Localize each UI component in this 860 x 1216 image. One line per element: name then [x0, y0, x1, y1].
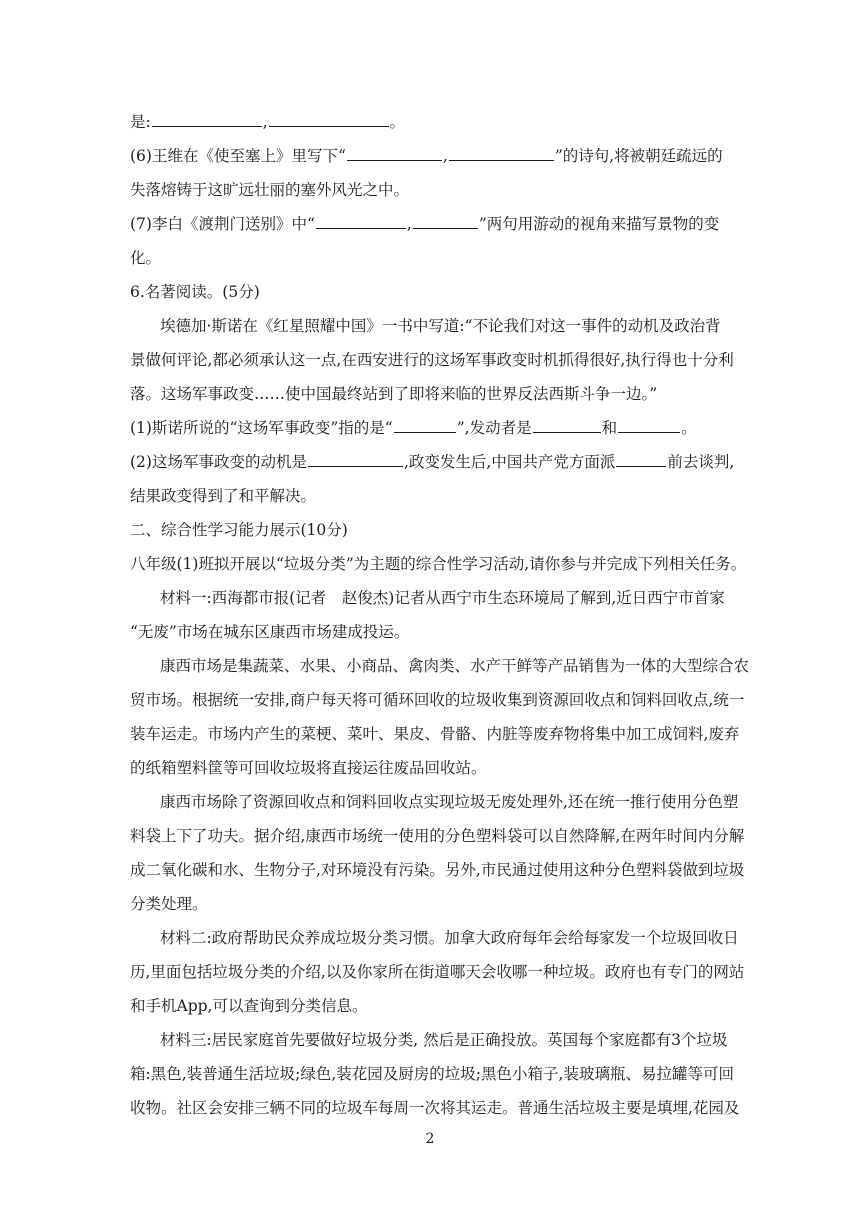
- text: ,: [262, 113, 268, 131]
- answer-blank[interactable]: [316, 214, 406, 229]
- text-line: 的纸箱塑料筐等可回收垃圾将直接运往废品回收站。: [130, 759, 487, 777]
- text-line: 失落熔铸于这旷远壮丽的塞外风光之中。: [130, 181, 410, 199]
- text-line: 成二氧化碳和水、生物分子,对环境没有污染。另外,市民通过使用这种分色塑料袋做到垃圾: [130, 861, 745, 879]
- text-line: 装车运走。市场内产生的菜梗、菜叶、果皮、骨骼、内脏等废弃物将集中加工成饲料,废弃: [130, 725, 740, 743]
- text-line: 料袋上下了功夫。据介绍,康西市场统一使用的分色塑料袋可以自然降解,在两年时间内分解: [130, 827, 745, 845]
- answer-blank[interactable]: [394, 418, 456, 433]
- answer-blank[interactable]: [347, 146, 442, 161]
- text: ”两句用游动的视角来描写景物的变: [478, 215, 720, 233]
- text-line: 落。这场军事政变……使中国最终站到了即将来临的世界反法西斯斗争一边。”: [130, 385, 658, 403]
- text: 。: [681, 419, 697, 437]
- text-line: 八年级(1)班拟开展以“垃圾分类”为主题的综合性学习活动,请你参与并完成下列相关任务。: [130, 555, 747, 573]
- text: 前去谈判,: [667, 453, 735, 471]
- text: ,: [442, 147, 448, 165]
- text-line: 收物。社区会安排三辆不同的垃圾车每周一次将其运走。普通生活垃圾主要是填埋,花园及: [130, 1099, 740, 1117]
- text-line: 箱:黑色,装普通生活垃圾;绿色,装花园及厨房的垃圾;黑色小箱子,装玻璃瓶、易拉罐等可回: [130, 1065, 734, 1083]
- text-line: 康西市场是集蔬菜、水果、小商品、禽肉类、水产干鲜等产品销售为一体的大型综合农: [160, 657, 750, 675]
- answer-blank[interactable]: [413, 214, 478, 229]
- text-line: 材料三:居民家庭首先要做好垃圾分类, 然后是正确投放。英国每个家庭都有3个垃圾: [160, 1031, 728, 1049]
- text-line: [130, 146, 740, 166]
- text: 和: [601, 419, 618, 437]
- text: 。: [389, 113, 406, 131]
- text-line: 和手机App,可以查询到分类信息。: [130, 997, 368, 1015]
- text-line: 贸市场。根据统一安排,商户每天将可循环回收的垃圾收集到资源回收点和饲料回收点,统一: [130, 691, 745, 709]
- section-heading: 二、综合性学习能力展示(10分): [130, 521, 348, 539]
- text-line: 分类处理。: [130, 895, 208, 913]
- text-line: 材料一:西海都市报(记者 赵俊杰)记者从西宁市生态环境局了解到,近日西宁市首家: [160, 589, 725, 607]
- text: ,政变发生后,中国共产党方面派: [403, 453, 616, 471]
- text: ,: [406, 215, 412, 233]
- text-line: [130, 214, 740, 234]
- text-line: 历,里面包括垃圾分类的介绍,以及你家所在街道哪天会收哪一种垃圾。政府也有专门的网站: [130, 963, 745, 981]
- answer-blank[interactable]: [269, 112, 389, 127]
- answer-blank[interactable]: [449, 146, 554, 161]
- text-line: [130, 452, 740, 472]
- text-line: 结果政变得到了和平解决。: [130, 487, 317, 505]
- page-number: 2: [425, 1131, 435, 1147]
- text-line: 康西市场除了资源回收点和饲料回收点实现垃圾无废处理外,还在统一推行使用分色塑: [160, 793, 739, 811]
- text: (2)这场军事政变的动机是: [130, 453, 307, 471]
- text-line: “无废”市场在城东区康西市场建成投运。: [130, 623, 410, 641]
- text-line: [130, 418, 740, 438]
- answer-blank[interactable]: [308, 452, 403, 467]
- text: (7)李白《渡荆门送别》中“: [130, 215, 315, 233]
- text-line: 景做何评论,都必须承认这一点,在西安进行的这场军事政变时机抓得很好,执行得也十分利: [130, 351, 734, 369]
- text-line: [130, 112, 740, 132]
- text-line: 化。: [130, 249, 162, 267]
- text: (1)斯诺所说的“这场军事政变”指的是“: [130, 419, 393, 437]
- answer-blank[interactable]: [618, 418, 680, 433]
- text: 是:: [130, 113, 151, 131]
- answer-blank[interactable]: [616, 452, 666, 467]
- text: ”的诗句,将被朝廷疏远的: [554, 147, 723, 165]
- answer-blank[interactable]: [533, 418, 601, 433]
- text-line: 埃德加·斯诺在《红星照耀中国》一书中写道:“不论我们对这一事件的动机及政治背: [160, 317, 721, 335]
- question-heading: 6.名著阅读。(5分): [130, 283, 260, 301]
- text: (6)王维在《使至塞上》里写下“: [130, 147, 346, 165]
- answer-blank[interactable]: [152, 112, 262, 127]
- text: ”,发动者是: [456, 419, 532, 437]
- text-line: 材料二:政府帮助民众养成垃圾分类习惯。加拿大政府每年会给每家发一个垃圾回收日: [160, 929, 739, 947]
